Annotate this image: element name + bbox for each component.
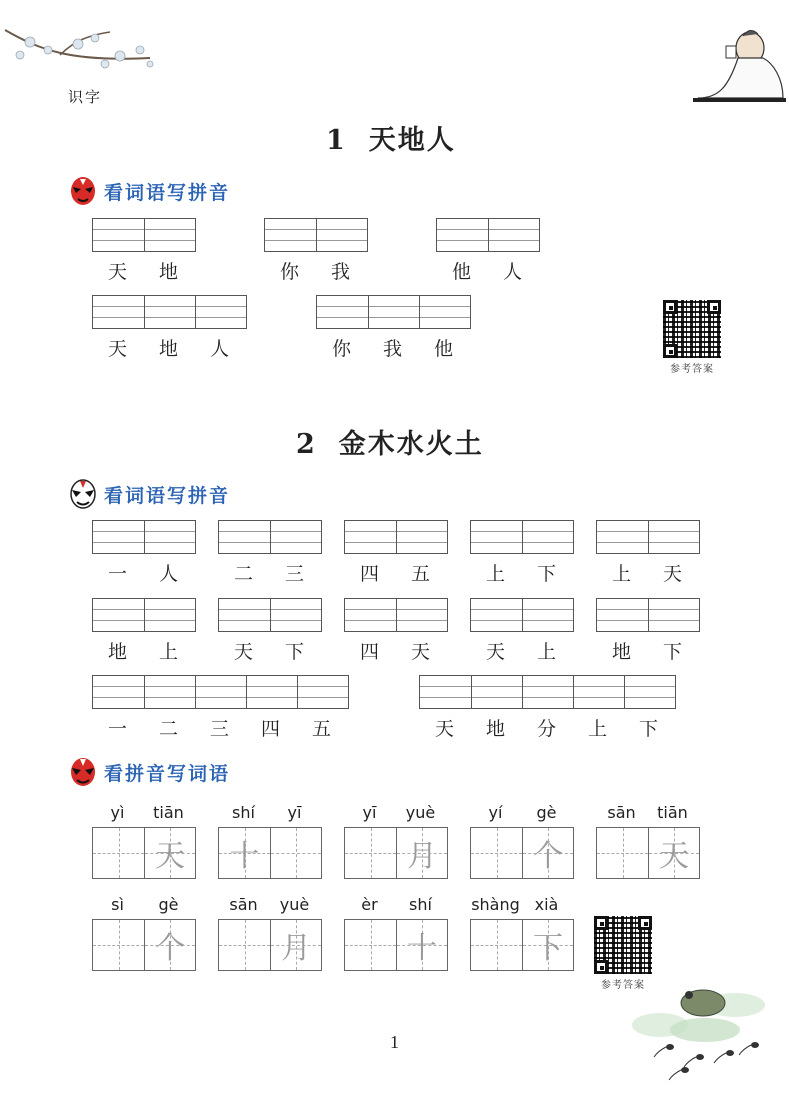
pinyin-box-group [92,520,196,586]
pinyin-writing-box[interactable] [596,520,700,554]
pinyin-box-group [436,218,540,284]
lesson-2-title [296,422,484,461]
lesson-2-number: 2 [296,429,317,460]
word-char: 二 [233,563,253,585]
word-char: 他 [451,261,471,283]
trace-char: 十 [229,839,260,874]
task-label: 看词语写拼音 [104,181,231,204]
trace-char: 十 [407,931,437,966]
word-char: 你 [279,261,299,283]
pinyin-syllable: èr [361,895,378,914]
word-char: 一 [107,563,127,585]
pinyin-writing-box[interactable] [92,598,196,632]
pinyin-syllable: shàng [471,895,520,914]
pinyin-syllable: yī [362,803,377,822]
pinyin-syllable: yí [488,803,503,822]
tianzige-box[interactable] [596,827,700,879]
trace-char [345,920,396,970]
pinyin-syllable: yuè [405,803,436,822]
word-char: 人 [502,261,522,283]
tianzige-box[interactable] [470,827,574,879]
lesson-1-task-write-pinyin [68,175,230,207]
trace-char [93,828,144,878]
pinyin-writing-box[interactable] [470,598,574,632]
pinyin-box-group [344,598,448,664]
word-char: 上 [536,641,556,663]
pinyin-syllable: yì [110,803,125,822]
tianzige-box[interactable] [218,919,322,971]
word-writing-group [92,803,196,879]
pinyin-writing-box[interactable] [92,675,349,709]
pinyin-writing-box[interactable] [419,675,676,709]
word-char: 下 [662,641,682,663]
tianzige-box[interactable] [344,827,448,879]
trace-char [471,828,522,878]
word-writing-group [218,803,322,879]
word-char: 他 [433,338,453,360]
pinyin-writing-box[interactable] [218,520,322,554]
opera-mask-icon [68,478,98,510]
pinyin-box-group [218,598,322,664]
word-char: 三 [209,718,229,740]
pinyin-writing-box[interactable] [92,520,196,554]
pinyin-writing-box[interactable] [218,598,322,632]
pinyin-writing-box[interactable] [596,598,700,632]
tianzige-box[interactable] [92,919,196,971]
word-char: 四 [359,563,379,585]
pinyin-box-group [596,598,700,664]
pinyin-syllable: gè [536,803,557,822]
pinyin-writing-box[interactable] [436,218,540,252]
qr-caption: 参考答案 [670,364,714,375]
pinyin-syllable: tiān [153,803,184,822]
qr-code-icon[interactable] [661,298,723,360]
task-label: 看词语写拼音 [104,484,231,507]
pinyin-writing-box[interactable] [344,520,448,554]
word-char: 天 [485,641,505,663]
lesson-1-number: 1 [326,125,347,156]
lesson-2-task-write-words [68,756,230,788]
pinyin-syllable: tiān [657,803,688,822]
qr-caption: 参考答案 [601,980,645,991]
pinyin-box-group [92,675,349,741]
pinyin-syllable: sì [111,895,124,914]
trace-char: 天 [155,839,185,874]
page-number: 1 [390,1032,399,1052]
word-char: 天 [107,261,127,283]
word-writing-group [344,803,448,879]
word-char: 地 [485,718,505,740]
pinyin-syllable: shí [409,895,432,914]
tianzige-box[interactable] [92,827,196,879]
trace-char: 下 [533,931,563,966]
word-writing-group [92,895,196,971]
trace-char: 个 [155,931,185,966]
word-char: 分 [536,718,556,740]
pinyin-writing-box[interactable] [92,295,247,329]
word-char: 天 [662,563,682,585]
lesson-2-name: 金木水火土 [338,429,484,460]
tianzige-box[interactable] [344,919,448,971]
answer-qr[interactable] [661,298,723,375]
word-char: 天 [107,338,127,360]
pinyin-writing-box[interactable] [92,218,196,252]
lesson-2-task-write-pinyin [68,478,230,510]
pinyin-syllable: gè [158,895,179,914]
pinyin-writing-box[interactable] [470,520,574,554]
word-writing-group [596,803,700,879]
word-char: 上 [485,563,505,585]
pinyin-writing-box[interactable] [316,295,471,329]
word-char: 四 [260,718,280,740]
trace-char [271,828,321,878]
word-writing-group [344,895,448,971]
pinyin-box-group [470,520,574,586]
lesson-1-title [326,118,456,157]
pinyin-box-group [344,520,448,586]
word-char: 五 [410,563,430,585]
word-char: 四 [359,641,379,663]
trace-char: 天 [659,839,689,874]
word-char: 上 [587,718,607,740]
word-char: 天 [434,718,454,740]
word-writing-group [470,895,574,971]
pinyin-box-group [419,675,676,741]
word-char: 二 [158,718,178,740]
word-char: 我 [382,338,402,360]
word-char: 我 [330,261,350,283]
pinyin-syllable: shí [232,803,255,822]
opera-mask-icon [68,756,98,788]
word-char: 三 [284,563,304,585]
pinyin-writing-box[interactable] [264,218,368,252]
scholar-illustration [688,18,788,108]
section-label: 识字 [68,88,103,106]
word-char: 人 [158,563,178,585]
word-writing-group [470,803,574,879]
pinyin-box-group [218,520,322,586]
pinyin-syllable: yī [287,803,302,822]
pinyin-box-group [92,598,196,664]
trace-char: 个 [533,839,563,874]
tianzige-box[interactable] [470,919,574,971]
trace-char [219,920,270,970]
opera-mask-icon [68,175,98,207]
trace-char [93,920,144,970]
word-char: 天 [410,641,430,663]
pinyin-box-group [316,295,471,361]
trace-char [471,920,522,970]
word-char: 天 [233,641,253,663]
frog-pond-illustration [625,975,785,1090]
trace-char: 月 [281,931,311,966]
word-char: 下 [284,641,304,663]
qr-code-icon[interactable] [592,914,654,976]
word-writing-group [218,895,322,971]
tianzige-box[interactable] [218,827,322,879]
word-char: 一 [107,718,127,740]
pinyin-box-group [470,598,574,664]
word-char: 下 [536,563,556,585]
pinyin-syllable: sān [229,895,258,914]
word-char: 人 [209,338,229,360]
pinyin-box-group [92,295,247,361]
word-char: 五 [311,718,331,740]
pinyin-box-group [92,218,196,284]
word-char: 地 [107,641,127,663]
trace-char [345,828,396,878]
pinyin-box-group [264,218,368,284]
word-char: 下 [638,718,658,740]
pinyin-writing-box[interactable] [344,598,448,632]
trace-char: 月 [407,839,437,874]
pinyin-syllable: yuè [279,895,310,914]
word-char: 地 [611,641,631,663]
trace-char [597,828,648,878]
pinyin-syllable: sān [607,803,636,822]
word-char: 地 [158,338,178,360]
lesson-1-name: 天地人 [368,125,456,156]
pinyin-box-group [596,520,700,586]
word-char: 你 [331,338,351,360]
word-char: 上 [611,563,631,585]
pinyin-syllable: xià [534,895,559,914]
word-char: 地 [158,261,178,283]
task-label: 看拼音写词语 [104,762,231,785]
plum-blossom-branch-illustration [0,20,170,80]
word-char: 上 [158,641,178,663]
